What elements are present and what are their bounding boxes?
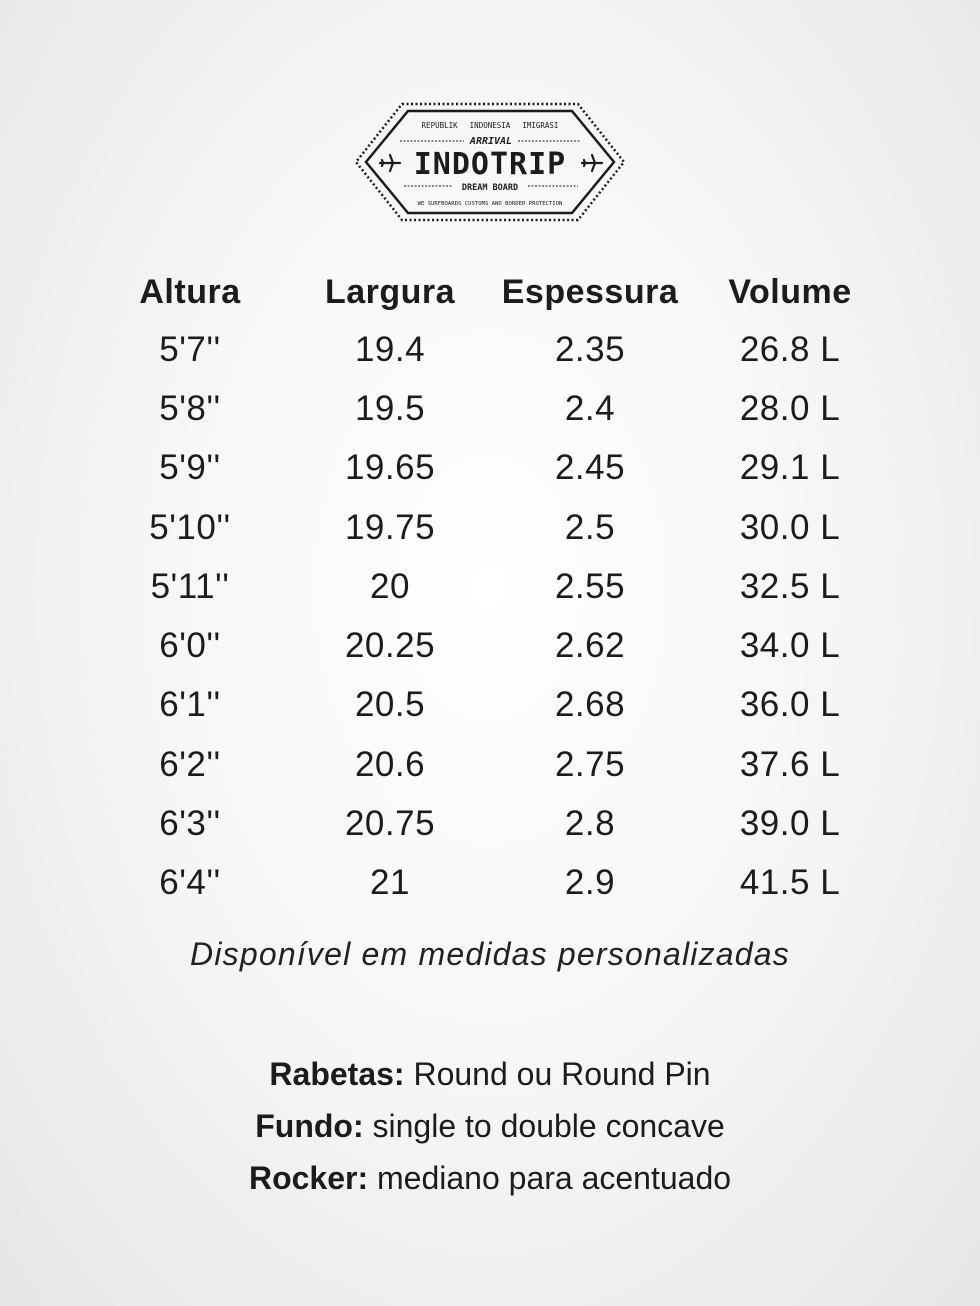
cell-volume: 32.5 L [739,566,841,606]
cell-altura: 6'2'' [159,744,221,784]
cell-altura: 5'9'' [159,448,221,488]
cell-altura: 6'3'' [159,804,221,844]
spec-fundo [0,1100,980,1152]
header-espessura: Espessura [501,272,679,311]
cell-largura: 20.25 [344,626,436,666]
cell-largura: 20.6 [354,744,426,784]
cell-altura: 6'4'' [159,863,221,903]
header-volume: Volume [728,272,852,311]
cell-largura: 19.65 [344,448,436,488]
stamp-sub: DREAM BOARD [461,183,519,193]
cell-volume: 28.0 L [739,388,841,428]
spec-value: Round ou Round Pin [404,1056,711,1092]
table-row [90,676,890,735]
stamp-arrival: ARRIVAL [469,136,513,147]
stamp-line1: REPUBLIK INDONESIA IMIGRASI [421,121,559,130]
airplane-left-icon [380,155,400,171]
cell-altura: 5'8'' [159,388,221,428]
cell-largura: 19.75 [344,507,436,547]
cell-espessura: 2.62 [554,626,626,666]
cell-espessura: 2.75 [554,744,626,784]
board-specs [0,1048,980,1204]
cell-altura: 5'10'' [149,507,231,547]
cell-largura: 19.4 [354,329,426,369]
stamp-footer: WE SURFBOARDS CUSTOMS AND BORDER PROTECTION [417,201,563,207]
cell-altura: 5'7'' [159,329,221,369]
cell-volume: 29.1 L [739,448,841,488]
cell-volume: 26.8 L [739,329,841,369]
cell-espessura: 2.8 [564,804,616,844]
table-row [90,557,890,616]
table-row [90,439,890,498]
table-body [90,320,890,913]
cell-largura: 20.75 [344,804,436,844]
spec-rabetas [0,1048,980,1100]
indotrip-stamp-logo [352,102,628,222]
cell-volume: 34.0 L [739,626,841,666]
cell-espessura: 2.45 [554,448,626,488]
table-row [90,616,890,675]
cell-espessura: 2.5 [564,507,616,547]
cell-volume: 36.0 L [739,685,841,725]
spec-label: Rocker: [248,1160,369,1196]
table-row [90,854,890,913]
cell-espessura: 2.4 [564,388,616,428]
table-row [90,498,890,557]
cell-altura: 6'0'' [159,626,221,666]
table-row [90,320,890,379]
table-header-row [90,268,890,316]
spec-rocker [0,1152,980,1204]
stamp-brand: INDOTRIP [413,147,567,182]
cell-volume: 37.6 L [739,744,841,784]
spec-label: Rabetas: [269,1056,405,1092]
cell-espessura: 2.68 [554,685,626,725]
cell-volume: 39.0 L [739,804,841,844]
cell-largura: 20.5 [354,685,426,725]
cell-espessura: 2.9 [564,863,616,903]
custom-sizes-note: Disponível em medidas personalizadas [190,936,790,972]
cell-espessura: 2.55 [554,566,626,606]
spec-label: Fundo: [255,1108,364,1144]
size-table [90,268,890,913]
table-row [90,794,890,853]
header-altura: Altura [139,272,241,311]
cell-altura: 5'11'' [150,566,230,606]
airplane-right-icon [582,155,602,171]
table-row [90,379,890,438]
cell-largura: 19.5 [354,388,426,428]
cell-largura: 20 [370,566,410,606]
spec-value: single to double concave [363,1108,725,1144]
cell-espessura: 2.35 [554,329,626,369]
spec-value: mediano para acentuado [368,1160,732,1196]
header-largura: Largura [324,272,456,311]
table-row [90,735,890,794]
cell-volume: 41.5 L [739,863,841,903]
cell-largura: 21 [370,863,410,903]
cell-altura: 6'1'' [159,685,221,725]
cell-volume: 30.0 L [739,507,841,547]
